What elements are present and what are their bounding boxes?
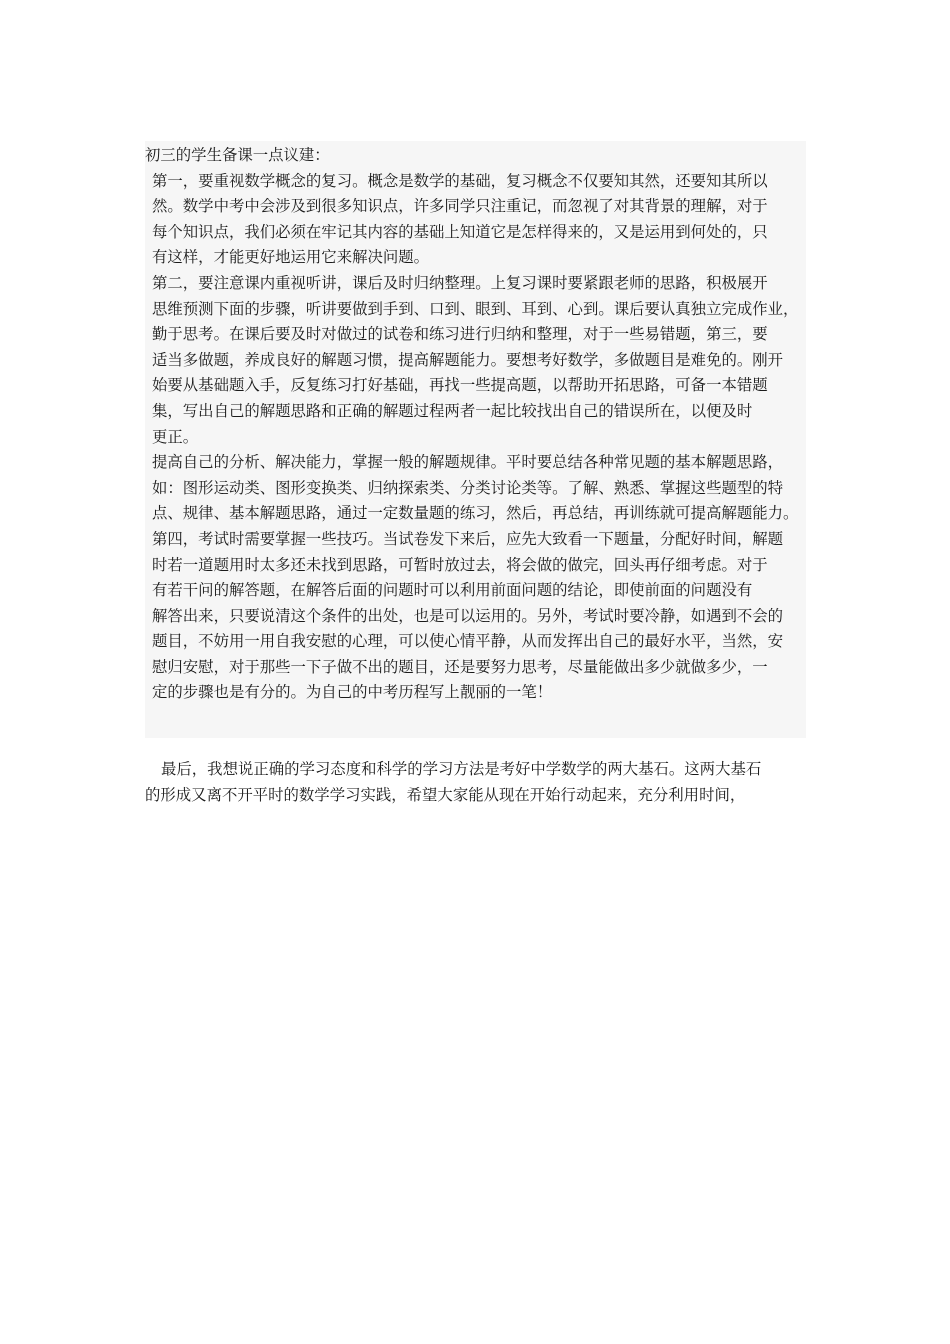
paragraph-line: 适当多做题，养成良好的解题习惯，提高解题能力。要想考好数学，多做题目是难免的。刚开 (152, 350, 784, 369)
paragraph-line: 解答出来，只要说清这个条件的出处，也是可以运用的。另外，考试时要冷静，如遇到不会的 (152, 606, 784, 625)
paragraph-line: 最后，我想说正确的学习态度和科学的学习方法是考好中学数学的两大基石。这两大基石 (161, 760, 762, 779)
paragraph-line: 始要从基础题入手，反复练习打好基础，再找一些提高题，以帮助开拓思路，可备一本错题 (152, 376, 768, 395)
paragraph-line: 第四，考试时需要掌握一些技巧。当试卷发下来后，应先大致看一下题量，分配好时间，解题 (152, 529, 784, 548)
paragraph-line: 然。数学中考中会涉及到很多知识点，许多同学只注重记，而忽视了对其背景的理解，对于 (152, 197, 768, 216)
paragraph-line: 提高自己的分析、解决能力，掌握一般的解题规律。平时要总结各种常见题的基本解题思路， (152, 453, 784, 472)
paragraph-line: 集，写出自己的解题思路和正确的解题过程两者一起比较找出自己的错误所在，以便及时 (152, 401, 753, 420)
paragraph-line: 第一，要重视数学概念的复习。概念是数学的基础，复习概念不仅要知其然，还要知其所以 (152, 171, 768, 190)
paragraph-line: 题目，不妨用一用自我安慰的心理，可以使心情平静，从而发挥出自己的最好水平，当然，安 (152, 632, 784, 651)
document-body (145, 143, 813, 808)
closing-paragraph (145, 757, 813, 808)
paragraph-line: 的形成又离不开平时的数学学习实践，希望大家能从现在开始行动起来，充分利用时间， (145, 785, 746, 804)
paragraph-line: 思维预测下面的步骤，听讲要做到手到、口到、眼到、耳到、心到。课后要认真独立完成作业， (152, 299, 799, 318)
paragraph-line: 时若一道题用时太多还未找到思路，可暂时放过去，将会做的做完，回头再仔细考虑。对于 (152, 555, 768, 574)
paragraph-line: 第二，要注意课内重视听讲，课后及时归纳整理。上复习课时要紧跟老师的思路，积极展开 (152, 273, 768, 292)
paragraph-line: 如：图形运动类、图形变换类、归纳探索类、分类讨论类等。了解、熟悉、掌握这些题型的特 (152, 478, 784, 497)
paragraph-spacer (145, 706, 813, 757)
paragraph-line: 勤于思考。在课后要及时对做过的试卷和练习进行归纳和整理，对于一些易错题，第三，要 (152, 325, 768, 344)
paragraph-line: 定的步骤也是有分的。为自己的中考历程写上靓丽的一笔！ (152, 683, 553, 702)
paragraph-line: 更正。 (152, 427, 199, 446)
paragraph-line: 慰归安慰，对于那些一下子做不出的题目，还是要努力思考，尽量能做出多少就做多少，一 (152, 657, 768, 676)
paragraph-4 (145, 527, 813, 706)
paragraph-3 (145, 450, 813, 527)
paragraph-line: 点、规律、基本解题思路，通过一定数量题的练习，然后，再总结，再训练就可提高解题能力。 (152, 504, 799, 523)
paragraph-line: 每个知识点，我们必须在牢记其内容的基础上知道它是怎样得来的，又是运用到何处的，只 (152, 222, 768, 241)
paragraph-line: 有若干问的解答题，在解答后面的问题时可以利用前面问题的结论，即使前面的问题没有 (152, 581, 753, 600)
paragraph-2 (145, 271, 813, 450)
paragraph-1 (145, 169, 813, 271)
paragraph-line: 有这样，才能更好地运用它来解决问题。 (152, 248, 430, 267)
document-title: 初三的学生备课一点议建： (145, 146, 330, 164)
